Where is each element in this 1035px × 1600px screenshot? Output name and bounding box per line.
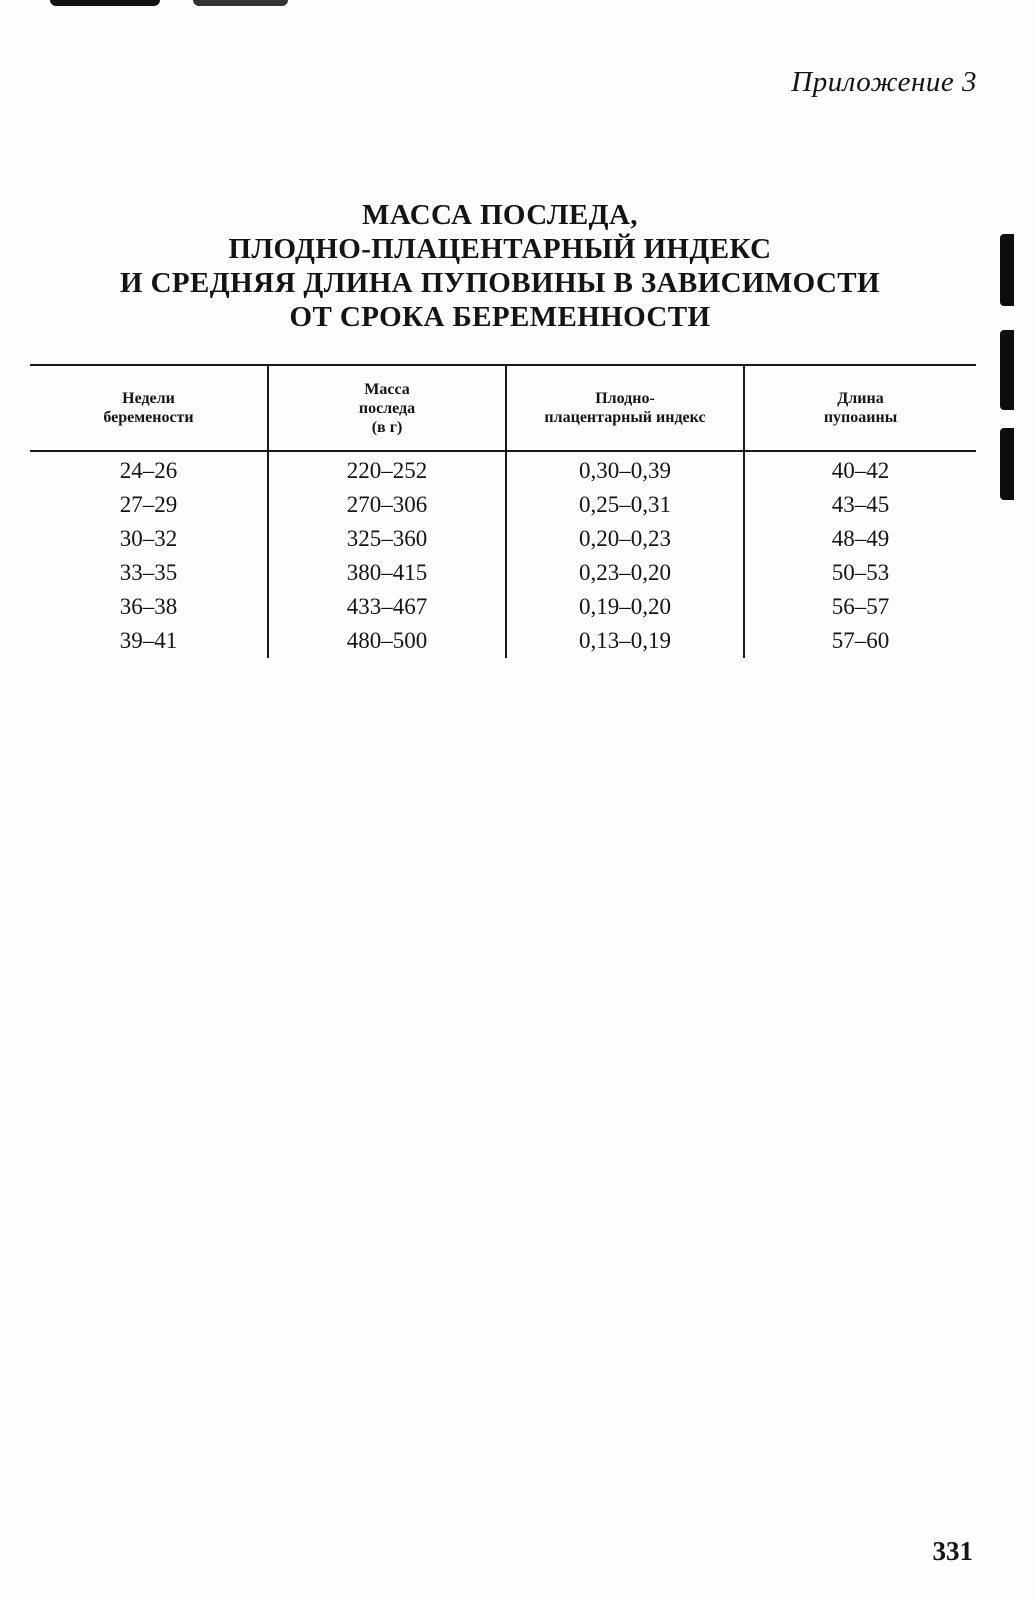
scan-edge-mark (193, 0, 288, 6)
table-cell: 50–53 (744, 556, 976, 590)
table-cell: 57–60 (744, 624, 976, 658)
header-cord-length (744, 365, 976, 451)
table-cell: 56–57 (744, 590, 976, 624)
header-placenta-mass (268, 365, 506, 451)
table-cell: 43–45 (744, 488, 976, 522)
title-line: ОТ СРОКА БЕРЕМЕННОСТИ (289, 301, 711, 333)
table-cell: 27–29 (119, 492, 178, 517)
document-title (40, 198, 960, 334)
header-weeks (30, 365, 268, 451)
thumb-index-tab (1000, 234, 1014, 306)
table-cell: 24–26 (119, 458, 178, 483)
table-row (30, 451, 976, 488)
header-line: последа (358, 399, 416, 417)
header-index (506, 365, 744, 451)
table-cell: 0,23–0,20 (506, 556, 744, 590)
table-header-row (30, 365, 976, 451)
table-cell: 33–35 (119, 560, 178, 585)
table-row (30, 522, 976, 556)
header-line: Недели (122, 390, 175, 407)
table-cell: 220–252 (268, 451, 506, 488)
header-line: пупоаины (823, 409, 898, 426)
header-line: беремености (103, 409, 194, 426)
table-cell: 30–32 (119, 526, 178, 551)
table-cell: 0,20–0,23 (506, 522, 744, 556)
title-line: И СРЕДНЯЯ ДЛИНА ПУПОВИНЫ В ЗАВИСИМОСТИ (119, 267, 881, 299)
table-row (30, 624, 976, 658)
table-cell: 480–500 (268, 624, 506, 658)
table-cell: 433–467 (268, 590, 506, 624)
header-line: Плодно- (595, 390, 655, 407)
table-row (30, 556, 976, 590)
page-number: 331 (932, 1536, 973, 1566)
header-line: Масса (364, 380, 410, 398)
table-cell: 270–306 (268, 488, 506, 522)
table-row (30, 488, 976, 522)
header-line: Длина (837, 390, 884, 407)
data-table (30, 364, 976, 658)
table-cell: 39–41 (119, 628, 178, 653)
table-cell: 0,19–0,20 (506, 590, 744, 624)
table-cell: 0,13–0,19 (506, 624, 744, 658)
title-line: ПЛОДНО-ПЛАЦЕНТАРНЫЙ ИНДЕКС (228, 233, 772, 265)
table-cell: 48–49 (744, 522, 976, 556)
table-cell: 0,30–0,39 (506, 451, 744, 488)
scan-edge-mark (50, 0, 160, 6)
header-line: плацентарный индекс (544, 409, 706, 426)
appendix-label: Приложение 3 (791, 66, 977, 98)
table-row (30, 590, 976, 624)
header-line: (в г) (371, 418, 403, 436)
table-cell: 380–415 (268, 556, 506, 590)
title-line: МАССА ПОСЛЕДА, (362, 199, 638, 231)
table-cell: 36–38 (119, 594, 178, 619)
table-cell: 40–42 (744, 451, 976, 488)
table-cell: 0,25–0,31 (506, 488, 744, 522)
table-cell: 325–360 (268, 522, 506, 556)
thumb-index-tab (1000, 428, 1014, 500)
thumb-index-tab (1000, 330, 1014, 410)
